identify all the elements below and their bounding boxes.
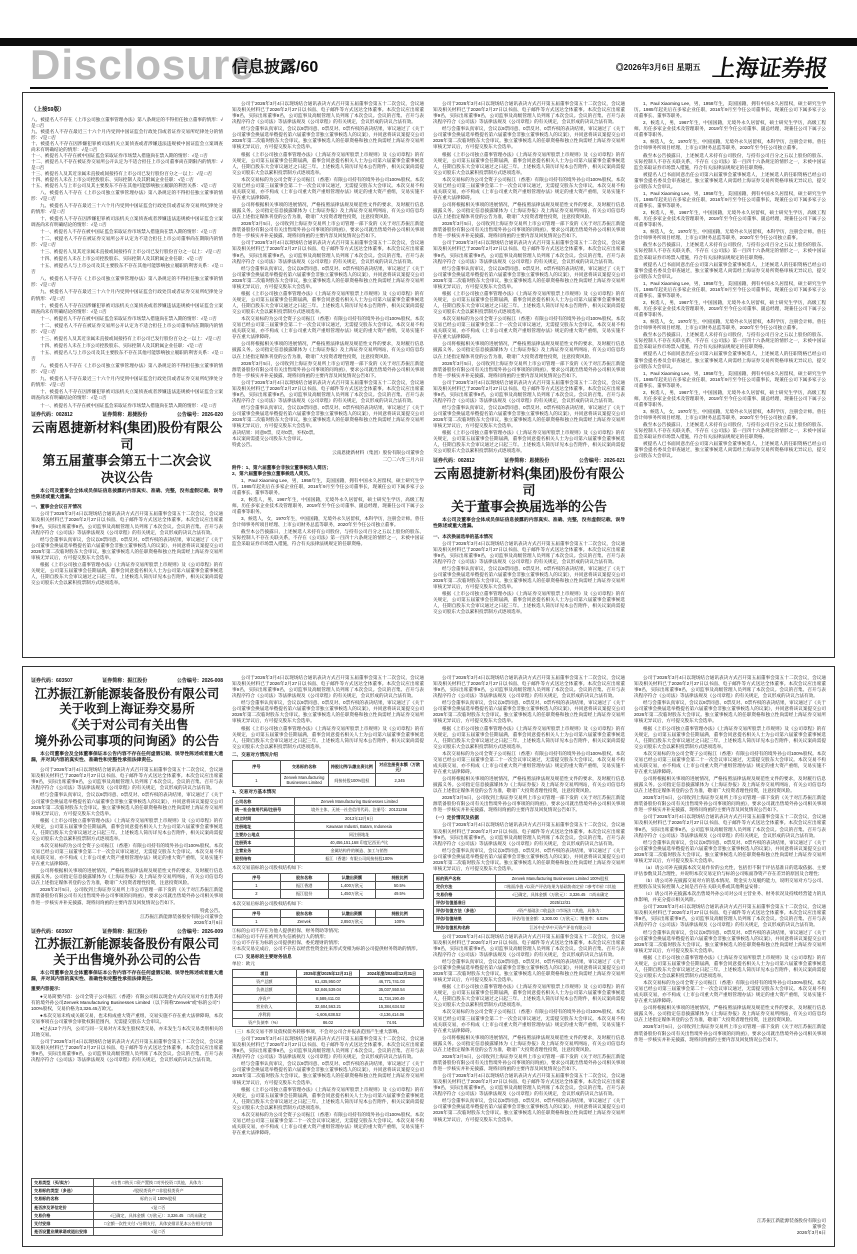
announcement1-title: 云南恩捷新材料(集团)股份有限公司 第五届董事会第五十二次会议 决议公告 <box>31 420 223 486</box>
announcement-section-bottom <box>22 666 835 1247</box>
bottom-col4-content <box>634 675 826 1216</box>
top-column-1 <box>31 101 223 649</box>
masthead-english: Disclosure <box>30 41 255 88</box>
stock-code-line <box>31 929 223 936</box>
stock-code-line <box>31 412 223 419</box>
announcement-number: 公告编号：2026-008 <box>176 678 223 684</box>
body-text-block: 公司于2026年3月4日以现场结合通讯表决方式召开第五届董事会第五十二次会议，会议通知及相关材料已于2026年2月27日以书面、电子邮件等方式送达全体董事。本次会议应出席董事9名，实际出席董事9名，公司监事及高级管理人员列席了本次会议。会议的召集、召开与表决程序符合《公司法》等法律法规及《公司章程》的有关规定，会议形成的决议合法有效。 经与会董事认真审议，会议以9票同意、0票反对、0票弃权的表决结果，审议通过了《关于公司董事会换届选举暨提名第六届董事会非独立董事候选人的议案》，并同意将该议案提交公司2026年第二次临时股东大会审议。独立董事候选人的任职资格和独立性尚需经上海证券交易所审核无异议后，方可提交股东大会选举。 根据《上市公司独立董事管理办法》《上海证券交易所股票上市规则》及《公司章程》的有关规定，公司第五届董事会任期届满，董事会同意提名相关人士为公司第六届董事会董事候选人，任期自股东大会审议通过之日起三年。上述候选人简历详见本公告附件，相关议案尚需提交公司股东大会以累积投票制方式逐项选举。 <box>433 540 625 615</box>
bullet-list: ●交易简要内容：公司全资子公司振江（香港）有限公司拟以现金方式向交易对方出售其持有的境外孙公司Zenvek Manufacturing Businesses Limited（以下简称“Zenvek”或“标的公司”）100%股权，交易价格为3,326.45万欧元。 ●本次交易未构成关联交易，也未构成重大资产重组，交易实施不存在重大法律障碍，本次交易事项在公司董事会审批权限范围内，无需提交股东大会审议。 ●过去12个月内，公司与同一交易对方未发生股权类交易，亦未发生与本次交易类别相关的其他交易。 <box>31 993 223 1037</box>
stock-abbr: 证券简称：振江股份 <box>102 928 148 935</box>
stock-code: 证券代码：603507 <box>31 928 73 935</box>
body-text-block: 公司于2026年3月4日以现场结合通讯表决方式召开第五届董事会第五十二次会议，会议通知及相关材料已于2026年2月27日以书面、电子邮件等方式送达全体董事。本次会议应出席董事9名，实际出席董事9名，公司监事及高级管理人员列席了本次会议。会议的召集、召开与表决程序符合《公司法》等法律法规及《公司章程》的有关规定，会议形成的决议合法有效。 经与会董事认真审议，会议以9票同意、0票反对、0票弃权的表决结果，审议通过了《关于公司董事会换届选举暨提名第六届董事会非独立董事候选人的议案》，并同意将该议案提交公司2026年第二次临时股东大会审议。独立董事候选人的任职资格和独立性尚需经上海证券交易所审核无异议后，方可提交股东大会选举。 根据《上市公司独立董事管理办法》《上海证券交易所股票上市规则》及《公司章程》的有关规定，公司第五届董事会任期届满，董事会同意提名相关人士为公司第六届董事会董事候选人，任期自股东大会审议通过之日起三年。上述候选人简历详见本公告附件，相关议案尚需提交公司股东大会以累积投票制方式逐项选举。 本次交易标的为公司全资子公司振江（香港）有限公司持有的境外孙公司100%股权。本次交易已经公司第三届董事会第二十一次会议审议通过，无需提交股东大会审议。本次交易不构成关联交易，亦不构成《上市公司重大资产重组管理办法》规定的重大资产重组，交易实施不存在重大法律障碍。 公司将根据相关事项的进展情况，严格按照法律法规及规范性文件的要求，及时履行信息披露义务。公司指定信息披露媒体为《上海证券报》及上海证券交易所网站，有关公司信息均以在上述指定媒体刊登的公告为准，敬请广大投资者理性投资，注意投资风险。 2026年3月5日，公司收到上海证券交易所上市公司管理一部下发的《关于对江苏振江新能源装备股份有限公司有关出售境外孙公司事项的问询函》，要求公司就出售境外孙公司相关事项作进一步核实并补充披露，现将问询函的主要内容及回复情况公告如下。 公司于2026年3月4日以现场结合通讯表决方式召开第五届董事会第五十二次会议，会议通知及相关材料已于2026年2月27日以书面、电子邮件等方式送达全体董事。本次会议应出席董事9名，实际出席董事9名，公司监事及高级管理人员列席了本次会议。会议的召集、召开与表决程序符合《公司法》等法律法规及《公司章程》的有关规定，会议形成的决议合法有效。 经与会董事认真审议，会议以9票同意、0票反对、0票弃权的表决结果，审议通过了《关于公司董事会换届选举暨提名第六届董事会非独立董事候选人的议案》，并同意将该议案提交公司2026年第二次临时股东大会审议。独立董事候选人的任职资格和独立性尚需经上海证券交易所审核无异议后，方可提交股东大会选举。 <box>634 675 826 863</box>
body-text-block: 公司于2026年3月4日以现场结合通讯表决方式召开第五届董事会第五十二次会议，会议通知及相关材料已于2026年2月27日以书面、电子邮件等方式送达全体董事。本次会议应出席董事9名，实际出席董事9名，公司监事及高级管理人员列席了本次会议。会议的召集、召开与表决程序符合《公司法》等法律法规及《公司章程》的有关规定，会议形成的决议合法有效。 经与会董事认真审议，会议以9票同意、0票反对、0票弃权的表决结果，审议通过了《关于公司董事会换届选举暨提名第六届董事会非独立董事候选人的议案》，并同意将该议案提交公司2026年第二次临时股东大会审议。独立董事候选人的任职资格和独立性尚需经上海证券交易所审核无异议后，方可提交股东大会选举。 <box>433 822 625 871</box>
section-heading: 一、本次换届选举的基本情况 <box>433 533 493 539</box>
body-text-block: 公司于2026年3月4日以现场结合通讯表决方式召开第五届董事会第五十二次会议，会议通知及相关材料已于2026年2月27日以书面、电子邮件等方式送达全体董事。本次会议应出席董事9名，实际出席董事9名，公司监事及高级管理人员列席了本次会议。会议的召集、召开与表决程序符合《公司法》等法律法规及《公司章程》的有关规定，会议形成的决议合法有效。 经与会董事认真审议，会议以9票同意、0票反对、0票弃权的表决结果，审议通过了《关于公司董事会换届选举暨提名第六届董事会非独立董事候选人的议案》，并同意将该议案提交公司2026年第二次临时股东大会审议。独立董事候选人的任职资格和独立性尚需经上海证券交易所审核无异议后，方可提交股东大会选举。 根据《上市公司独立董事管理办法》《上海证券交易所股票上市规则》及《公司章程》的有关规定，公司第五届董事会任期届满，董事会同意提名相关人士为公司第六届董事会董事候选人，任期自股东大会审议通过之日起三年。上述候选人简历详见本公告附件，相关议案尚需提交公司股东大会以累积投票制方式逐项选举。 本次交易标的为公司全资子公司振江（香港）有限公司持有的境外孙公司100%股权。本次交易已经公司第三届董事会第二十一次会议审议通过，无需提交股东大会审议。本次交易不构成关联交易，亦不构成《上市公司重大资产重组管理办法》规定的重大资产重组，交易实施不存在重大法律障碍。 <box>232 1036 424 1135</box>
announcement-section-top <box>22 92 835 658</box>
body-text-block: 公司于2026年3月4日以现场结合通讯表决方式召开第五届董事会第五十二次会议，会议通知及相关材料已于2026年2月27日以书面、电子邮件等方式送达全体董事。本次会议应出席董事9名，实际出席董事9名，公司监事及高级管理人员列席了本次会议。会议的召集、召开与表决程序符合《公司法》等法律法规及《公司章程》的有关规定，会议形成的决议合法有效。 经与会董事认真审议，会议以9票同意、0票反对、0票弃权的表决结果，审议通过了《关于公司董事会换届选举暨提名第六届董事会非独立董事候选人的议案》，并同意将该议案提交公司2026年第二次临时股东大会审议。独立董事候选人的任职资格和独立性尚需经上海证券交易所审核无异议后，方可提交股东大会选举。 根据《上市公司独立董事管理办法》《上海证券交易所股票上市规则》及《公司章程》的有关规定，公司第五届董事会任期届满，董事会同意提名相关人士为公司第六届董事会董事候选人，任期自股东大会审议通过之日起三年。上述候选人简历详见本公告附件，相关议案尚需提交公司股东大会以累积投票制方式逐项选举。 本次交易标的为公司全资子公司振江（香港）有限公司持有的境外孙公司100%股权。本次交易已经公司第三届董事会第二十一次会议审议通过，无需提交股东大会审议。本次交易不构成关联交易，亦不构成《上市公司重大资产重组管理办法》规定的重大资产重组，交易实施不存在重大法律障碍。 公司将根据相关事项的进展情况，严格按照法律法规及规范性文件的要求，及时履行信息披露义务。公司指定信息披露媒体为《上海证券报》及上海证券交易所网站，有关公司信息均以在上述指定媒体刊登的公告为准，敬请广大投资者理性投资，注意投资风险。 2026年3月5日，公司收到上海证券交易所上市公司管理一部下发的《关于对江苏振江新能源装备股份有限公司有关出售境外孙公司事项的问询函》，要求公司就出售境外孙公司相关事项作进一步核实并补充披露，现将问询函的主要内容及回复情况公告如下。 <box>634 904 826 1042</box>
stock-code: 证券代码：603507 <box>31 678 73 684</box>
body-text-block: 公司于2026年3月4日以现场结合通讯表决方式召开第五届董事会第五十二次会议，会议通知及相关材料已于2026年2月27日以书面、电子邮件等方式送达全体董事。本次会议应出席董事9名，实际出席董事9名，公司监事及高级管理人员列席了本次会议。会议的召集、召开与表决程序符合《公司法》等法律法规及《公司章程》的有关规定，会议形成的决议合法有效。 经与会董事认真审议，会议以9票同意、0票反对、0票弃权的表决结果，审议通过了《关于公司董事会换届选举暨提名第六届董事会非独立董事候选人的议案》，并同意将该议案提交公司2026年第二次临时股东大会审议。独立董事候选人的任职资格和独立性尚需经上海证券交易所审核无异议后，方可提交股东大会选举。 根据《上市公司独立董事管理办法》《上海证券交易所股票上市规则》及《公司章程》的有关规定，公司第五届董事会任期届满，董事会同意提名相关人士为公司第六届董事会董事候选人，任期自股东大会审议通过之日起三年。上述候选人简历详见本公告附件，相关议案尚需提交公司股东大会以累积投票制方式逐项选举。 本次交易标的为公司全资子公司振江（香港）有限公司持有的境外孙公司100%股权。本次交易已经公司第三届董事会第二十一次会议审议通过，无需提交股东大会审议。本次交易不构成关联交易，亦不构成《上市公司重大资产重组管理办法》规定的重大资产重组，交易实施不存在重大法律障碍。 公司将根据相关事项的进展情况，严格按照法律法规及规范性文件的要求，及时履行信息披露义务。公司指定信息披露媒体为《上海证券报》及上海证券交易所网站，有关公司信息均以在上述指定媒体刊登的公告为准，敬请广大投资者理性投资，注意投资风险。 2026年3月5日，公司收到上海证券交易所上市公司管理一部下发的《关于对江苏振江新能源装备股份有限公司有关出售境外孙公司事项的问询函》，要求公司就出售境外孙公司相关事项作进一步核实并补充披露，现将问询函的主要内容及回复情况公告如下。 公司于2026年3月4日以现场结合通讯表决方式召开第五届董事会第五十二次会议，会议通知及相关材料已于2026年2月27日以书面、电子邮件等方式送达全体董事。本次会议应出席董事9名，实际出席董事9名，公司监事及高级管理人员列席了本次会议。会议的召集、召开与表决程序符合《公司法》等法律法规及《公司章程》的有关规定，会议形成的决议合法有效。 经与会董事认真审议，会议以9票同意、0票反对、0票弃权的表决结果，审议通过了《关于公司董事会换届选举暨提名第六届董事会非独立董事候选人的议案》，并同意将该议案提交公司2026年第二次临时股东大会审议。独立董事候选人的任职资格和独立性尚需经上海证券交易所审核无异议后，方可提交股东大会选举。 根据《上市公司独立董事管理办法》《上海证券交易所股票上市规则》及《公司章程》的有关规定，公司第五届董事会任期届满，董事会同意提名相关人士为公司第六届董事会董事候选人，任期自股东大会审议通过之日起三年。上述候选人简历详见本公告附件，相关议案尚需提交公司股东大会以累积投票制方式逐项选举。 本次交易标的为公司全资子公司振江（香港）有限公司持有的境外孙公司100%股权。本次交易已经公司第三届董事会第二十一次会议审议通过，无需提交股东大会审议。本次交易不构成关联交易，亦不构成《上市公司重大资产重组管理办法》规定的重大资产重组，交易实施不存在重大法律障碍。 公司将根据相关事项的进展情况，严格按照法律法规及规范性文件的要求，及时履行信息披露义务。公司指定信息披露媒体为《上海证券报》及上海证券交易所网站，有关公司信息均以在上述指定媒体刊登的公告为准，敬请广大投资者理性投资，注意投资风险。 2026年3月5日，公司收到上海证券交易所上市公司管理一部下发的《关于对江苏振江新能源装备股份有限公司有关出售境外孙公司事项的问询函》，要求公司就出售境外孙公司相关事项作进一步核实并补充披露，现将问询函的主要内容及回复情况公告如下。 公司于2026年3月4日以现场结合通讯表决方式召开第五届董事会第五十二次会议，会议通知及相关材料已于2026年2月27日以书面、电子邮件等方式送达全体董事。本次会议应出席董事9名，实际出席董事9名，公司监事及高级管理人员列席了本次会议。会议的召集、召开与表决程序符合《公司法》等法律法规及《公司章程》的有关规定，会议形成的决议合法有效。 经与会董事认真审议，会议以9票同意、0票反对、0票弃权的表决结果，审议通过了《关于公司董事会换届选举暨提名第六届董事会非独立董事候选人的议案》，并同意将该议案提交公司2026年第二次临时股东大会审议。独立董事候选人的任职资格和独立性尚需经上海证券交易所审核无异议后，方可提交股东大会选举。 根据《上市公司独立董事管理办法》《上海证券交易所股票上市规则》及《公司章程》的有关规定，公司第五届董事会任期届满，董事会同意提名相关人士为公司第六届董事会董事候选人，任期自股东大会审议通过之日起三年。上述候选人简历详见本公告附件，相关议案尚需提交公司股东大会以累积投票制方式逐项选举。 <box>433 101 625 454</box>
bottom-col1-content <box>31 675 223 1176</box>
inquiry-question-list: （a）请公司补充披露本次交易作价的公允性，包括但不限于评估基准日的选取依据、主要评估参数及其合理性，并说明本次交易定价与标的公司账面净资产存在差异的原因及合理性； （b）请公司补充披露交易对方的基本情况、资金实力及履约能力，说明交易对方与公司、控股股东及实际控制人之间是否存在关联关系或其他利益安排； （c）请公司补充披露本次出售境外孙公司对公司主营业务、财务状况及持续经营能力的具体影响，并充分提示相关风险。 <box>634 864 826 903</box>
company-info-table: 公司名称 Zenvek Manufacturing Businesses Limited 统一社会信用代码/注册号 境外主体，无统一社会信用代码，注册号：20131258 成立时间 2013年12月6日 注册地址 Kawasan Industri, Batam, Indonesia 主要办公地点 同注册地址 注册资本 40,456,151,168 印度尼西亚卢比 主营业务 金属结构件的制造、加工与销售 股权结构 振江（香港）有限公司间接持股100% <box>232 797 424 863</box>
disclaimer: 本公司及董事会全体成员保证信息披露的内容真实、准确、完整，没有虚假记载、误导性陈述或重大遗漏。 <box>31 488 223 500</box>
header-right <box>616 50 828 83</box>
bottom-column-2 <box>232 675 424 1238</box>
stock-abbr: 证券简称：恩捷股份 <box>504 457 550 464</box>
announcement-number: 公告编号：2026-009 <box>176 928 223 935</box>
disclaimer: 本公司董事会及全体董事保证本公告内容不存在任何虚假记载、误导性陈述或者重大遗漏，并对其内容的真实性、准确性和完整性承担法律责任。 <box>31 970 223 983</box>
resume-text-block: 1、Paul Xiaoming Lee，男，1958年生，美国国籍，拥有中国永久居留权，硕士研究生学历。1985年起先后在多家企业任职，2016年9月至今任公司董事长，现兼任公司下属多家子公司董事长、董事等职务。 2、候选人，男，1967年生，中国国籍，无境外永久居留权，硕士研究生学历，高级工程师。历任多家企业技术及管理职务，2019年至今任公司董事、副总经理，现兼任公司下属子公司董事等职务。 3、候选人，女，1970年生，中国国籍，无境外永久居留权，本科学历，注册会计师。曾任会计师事务所项目经理、上市公司财务总监等职务，2020年至今任公司独立董事。 截至本公告披露日，上述候选人未持有公司股份，与持有公司百分之五以上股份的股东、实际控制人不存在关联关系，不存在《公司法》第一百四十六条规定的情形之一，未被中国证监会采取证券市场禁入措施，符合有关法律法规规定的任职资格。 被提名人已书面同意出任公司第六届董事会董事候选人，上述候选人的任职资格已经公司董事会提名委员会审查通过，独立董事候选人尚需经上海证券交易所资格审核无异议后，提交公司股东大会审议。 1、Paul Xiaoming Lee，男，1958年生，美国国籍，拥有中国永久居留权，硕士研究生学历。1985年起先后在多家企业任职，2016年9月至今任公司董事长，现兼任公司下属多家子公司董事长、董事等职务。 2、候选人，男，1967年生，中国国籍，无境外永久居留权，硕士研究生学历，高级工程师。历任多家企业技术及管理职务，2019年至今任公司董事、副总经理，现兼任公司下属子公司董事等职务。 3、候选人，女，1970年生，中国国籍，无境外永久居留权，本科学历，注册会计师。曾任会计师事务所项目经理、上市公司财务总监等职务，2020年至今任公司独立董事。 截至本公告披露日，上述候选人未持有公司股份，与持有公司百分之五以上股份的股东、实际控制人不存在关联关系，不存在《公司法》第一百四十六条规定的情形之一，未被中国证监会采取证券市场禁入措施，符合有关法律法规规定的任职资格。 被提名人已书面同意出任公司第六届董事会董事候选人，上述候选人的任职资格已经公司董事会提名委员会审查通过，独立董事候选人尚需经上海证券交易所资格审核无异议后，提交公司股东大会审议。 1、Paul Xiaoming Lee，男，1958年生，美国国籍，拥有中国永久居留权，硕士研究生学历。1985年起先后在多家企业任职，2016年9月至今任公司董事长，现兼任公司下属多家子公司董事长、董事等职务。 2、候选人，男，1967年生，中国国籍，无境外永久居留权，硕士研究生学历，高级工程师。历任多家企业技术及管理职务，2019年至今任公司董事、副总经理，现兼任公司下属子公司董事等职务。 3、候选人，女，1970年生，中国国籍，无境外永久居留权，本科学历，注册会计师。曾任会计师事务所项目经理、上市公司财务总监等职务，2020年至今任公司独立董事。 截至本公告披露日，上述候选人未持有公司股份，与持有公司百分之五以上股份的股东、实际控制人不存在关联关系，不存在《公司法》第一百四十六条规定的情形之一，未被中国证监会采取证券市场禁入措施，符合有关法律法规规定的任职资格。 被提名人已书面同意出任公司第六届董事会董事候选人，上述候选人的任职资格已经公司董事会提名委员会审查通过，独立董事候选人尚需经上海证券交易所资格审核无异议后，提交公司股东大会审议。 1、Paul Xiaoming Lee，男，1958年生，美国国籍，拥有中国永久居留权，硕士研究生学历。1985年起先后在多家企业任职，2016年9月至今任公司董事长，现兼任公司下属多家子公司董事长、董事等职务。 2、候选人，男，1967年生，中国国籍，无境外永久居留权，硕士研究生学历，高级工程师。历任多家企业技术及管理职务，2019年至今任公司董事、副总经理，现兼任公司下属子公司董事等职务。 3、候选人，女，1970年生，中国国籍，无境外永久居留权，本科学历，注册会计师。曾任会计师事务所项目经理、上市公司财务总监等职务，2020年至今任公司独立董事。 截至本公告披露日，上述候选人未持有公司股份，与持有公司百分之五以上股份的股东、实际控制人不存在关联关系，不存在《公司法》第一百四十六条规定的情形之一，未被中国证监会采取证券市场禁入措施，符合有关法律法规规定的任职资格。 被提名人已书面同意出任公司第六届董事会董事候选人，上述候选人的任职资格已经公司董事会提名委员会审查通过，独立董事候选人尚需经上海证券交易所资格审核无异议后，提交公司股东大会审议。 <box>634 101 826 459</box>
holders-after-table: 序号 股东名称 认缴出资额 持股比例 1 Zenvek 2,850万欧元 100% <box>232 909 424 926</box>
body-text-block: 公司于2026年3月4日以现场结合通讯表决方式召开第五届董事会第五十二次会议，会议通知及相关材料已于2026年2月27日以书面、电子邮件等方式送达全体董事。本次会议应出席董事9名，实际出席董事9名，公司监事及高级管理人员列席了本次会议。会议的召集、召开与表决程序符合《公司法》等法律法规及《公司章程》的有关规定，会议形成的决议合法有效。 <box>31 1038 223 1063</box>
page-header <box>30 41 830 88</box>
announcement4-header <box>31 929 223 969</box>
section-heading: 一、董事会会议召开情况 <box>31 504 82 510</box>
attachment-heading: 附件：1、第六届董事会非独立董事候选人简历； 2、第六届董事会独立董事候选人简历。 <box>232 464 332 476</box>
stock-abbr: 证券简称：振江股份 <box>102 678 148 684</box>
final-signature-block: 江苏振江新能源装备股份有限公司 董事会 2026年3月6日 <box>757 1217 826 1235</box>
party-subheading: 1、交易对方基本情况 <box>232 789 276 795</box>
stock-code: 证券代码：002812 <box>31 411 73 418</box>
holders-before-table: 序号 股东名称 认缴出资额 持股比例 1 振江香港 1,400万欧元 50.5% 2 振江股份 1,450万欧元 49.5% <box>232 873 424 898</box>
bottom-column-4 <box>634 675 826 1238</box>
top-column-2 <box>232 101 424 649</box>
announcement2-header <box>433 458 625 516</box>
resume-text-block: 1、Paul Xiaoming Lee，男，1958年生，美国国籍，拥有中国永久居留权，硕士研究生学历。1985年起先后在多家企业任职，2016年9月至今任公司董事长，现兼任公司下属多家子公司董事长、董事等职务。 2、候选人，男，1967年生，中国国籍，无境外永久居留权，硕士研究生学历，高级工程师。历任多家企业技术及管理职务，2019年至今任公司董事、副总经理，现兼任公司下属子公司董事等职务。 3、候选人，女，1970年生，中国国籍，无境外永久居留权，本科学历，注册会计师。曾任会计师事务所项目经理、上市公司财务总监等职务，2020年至今任公司独立董事。 截至本公告披露日，上述候选人未持有公司股份，与持有公司百分之五以上股份的股东、实际控制人不存在关联关系，不存在《公司法》第一百四十六条规定的情形之一，未被中国证监会采取证券市场禁入措施，符合有关法律法规规定的任职资格。 <box>232 477 424 547</box>
announcement3-title: 江苏振江新能源装备股份有限公司 关于收到上海证券交易所 《关于对公司有关出售 境外孙公司事项的问询函》的公告 <box>34 686 220 748</box>
holders-after-label: 本次交易后标的公司股权结构如下： <box>232 900 306 906</box>
disclaimer: 本公司及董事会全体成员保证信息披露的内容真实、准确、完整，没有虚假记载、误导性陈述或重大遗漏。 <box>433 517 625 530</box>
body-text-block: 公司于2026年3月4日以现场结合通讯表决方式召开第五届董事会第五十二次会议，会议通知及相关材料已于2026年2月27日以书面、电子邮件等方式送达全体董事。本次会议应出席董事9名，实际出席董事9名，公司监事及高级管理人员列席了本次会议。会议的召集、召开与表决程序符合《公司法》等法律法规及《公司章程》的有关规定，会议形成的决议合法有效。 经与会董事认真审议，会议以9票同意、0票反对、0票弃权的表决结果，审议通过了《关于公司董事会换届选举暨提名第六届董事会非独立董事候选人的议案》，并同意将该议案提交公司2026年第二次临时股东大会审议。独立董事候选人的任职资格和独立性尚需经上海证券交易所审核无异议后，方可提交股东大会选举。 根据《上市公司独立董事管理办法》《上海证券交易所股票上市规则》及《公司章程》的有关规定，公司第五届董事会任期届满，董事会同意提名相关人士为公司第六届董事会董事候选人，任期自股东大会审议通过之日起三年。上述候选人简历详见本公告附件，相关议案尚需提交公司股东大会以累积投票制方式逐项选举。 本次交易标的为公司全资子公司振江（香港）有限公司持有的境外孙公司100%股权。本次交易已经公司第三届董事会第二十一次会议审议通过，无需提交股东大会审议。本次交易不构成关联交易，亦不构成《上市公司重大资产重组管理办法》规定的重大资产重组，交易实施不存在重大法律障碍。 公司将根据相关事项的进展情况，严格按照法律法规及规范性文件的要求，及时履行信息披露义务。公司指定信息披露媒体为《上海证券报》及上海证券交易所网站，有关公司信息均以在上述指定媒体刊登的公告为准，敬请广大投资者理性投资，注意投资风险。 2026年3月5日，公司收到上海证券交易所上市公司管理一部下发的《关于对江苏振江新能源装备股份有限公司有关出售境外孙公司事项的问询函》，要求公司就出售境外孙公司相关事项作进一步核实并补充披露，现将问询函的主要内容及回复情况公告如下。 公司于2026年3月4日以现场结合通讯表决方式召开第五届董事会第五十二次会议，会议通知及相关材料已于2026年2月27日以书面、电子邮件等方式送达全体董事。本次会议应出席董事9名，实际出席董事9名，公司监事及高级管理人员列席了本次会议。会议的召集、召开与表决程序符合《公司法》等法律法规及《公司章程》的有关规定，会议形成的决议合法有效。 经与会董事认真审议，会议以9票同意、0票反对、0票弃权的表决结果，审议通过了《关于公司董事会换届选举暨提名第六届董事会非独立董事候选人的议案》，并同意将该议案提交公司2026年第二次临时股东大会审议。独立董事候选人的任职资格和独立性尚需经上海证券交易所审核无异议后，方可提交股东大会选举。 <box>433 933 625 1122</box>
checkbox-summary-table: 交易类型（买/卖方） √出售 □购买 □资产置换 □对外投资 □其他，具体为： 交易标的类型（多选） √股权类资产 □非股权类资产 交易标的名称 标的公司 100%股权 是否涉及评估定价 √是 □否 交易价格 √已确定，具体金额（万欧元）：3,326.45 □尚未确定 支付安排 □全额一次性支付 √分期支付，具体安排详见本公告相关内容 是否设置业绩承诺或退出安排 √是 □否 <box>31 1178 223 1236</box>
announcement2-title: 云南恩捷新材料(集团)股份有限公司 关于董事会换届选举的公告 <box>433 466 625 515</box>
pricing-heading: （一）定价情况及依据 <box>433 815 479 821</box>
top-column-4 <box>634 101 826 649</box>
announcement-number: 公告编号：2026-020 <box>176 411 223 418</box>
announcement1-header <box>31 412 223 487</box>
financials-heading: （二）交易标的主要财务信息 <box>232 954 292 960</box>
holders-before-label: 本次交易前标的公司股权结构如下： <box>232 865 306 871</box>
stock-code: 证券代码：002812 <box>433 457 475 464</box>
body-text-block: 公司于2026年3月4日以现场结合通讯表决方式召开第五届董事会第五十二次会议，会议通知及相关材料已于2026年2月27日以书面、电子邮件等方式送达全体董事。本次会议应出席董事9名，实际出席董事9名，公司监事及高级管理人员列席了本次会议。会议的召集、召开与表决程序符合《公司法》等法律法规及《公司章程》的有关规定，会议形成的决议合法有效。 经与会董事认真审议，会议以9票同意、0票反对、0票弃权的表决结果，审议通过了《关于公司董事会换届选举暨提名第六届董事会非独立董事候选人的议案》，并同意将该议案提交公司2026年第二次临时股东大会审议。独立董事候选人的任职资格和独立性尚需经上海证券交易所审核无异议后，方可提交股东大会选举。 根据《上市公司独立董事管理办法》《上海证券交易所股票上市规则》及《公司章程》的有关规定，公司第五届董事会任期届满，董事会同意提名相关人士为公司第六届董事会董事候选人，任期自股东大会审议通过之日起三年。上述候选人简历详见本公告附件，相关议案尚需提交公司股东大会以累积投票制方式逐项选举。 <box>31 511 223 586</box>
announcement3-header <box>31 678 223 750</box>
announcement4-title: 江苏振江新能源装备股份有限公司 关于出售境外孙公司的公告 <box>34 937 220 968</box>
body-text-block: 公司于2026年3月4日以现场结合通讯表决方式召开第五届董事会第五十二次会议，会议通知及相关材料已于2026年2月27日以书面、电子邮件等方式送达全体董事。本次会议应出席董事9名，实际出席董事9名，公司监事及高级管理人员列席了本次会议。会议的召集、召开与表决程序符合《公司法》等法律法规及《公司章程》的有关规定，会议形成的决议合法有效。 经与会董事认真审议，会议以9票同意、0票反对、0票弃权的表决结果，审议通过了《关于公司董事会换届选举暨提名第六届董事会非独立董事候选人的议案》，并同意将该议案提交公司2026年第二次临时股东大会审议。独立董事候选人的任职资格和独立性尚需经上海证券交易所审核无异议后，方可提交股东大会选举。 根据《上市公司独立董事管理办法》《上海证券交易所股票上市规则》及《公司章程》的有关规定，公司第五届董事会任期届满，董事会同意提名相关人士为公司第六届董事会董事候选人，任期自股东大会审议通过之日起三年。上述候选人简历详见本公告附件，相关议案尚需提交公司股东大会以累积投票制方式逐项选举。 <box>232 675 424 749</box>
section-label: 信息披露/60 <box>232 59 319 76</box>
issue-date: ◎2026年3月6日 星期五 <box>615 63 701 72</box>
financials-table: 项目 2025年度/2025年12月31日 2024年度/2024年12月31日 资产总额 61,435,950.07 46,771,741.03 负债总额 52,846,539.04 35,037,550.54 净资产 8,589,411.03 11,734,190.49 营业收入 32,604,563.21 15,384,634.52 净利润 -1,606,638.52 -3,136,414.06 资产负债率（%） 86.02 74.91 <box>232 969 424 1027</box>
bottom-column-1 <box>31 675 223 1238</box>
mid-signature-block: 特此公告。 江苏振江新能源装备股份有限公司董事会 2026年3月6日 <box>140 907 223 925</box>
important-hint-heading: 重要内容提示： <box>31 986 64 992</box>
signature-block: 云南恩捷新材料（集团）股份有限公司董事会 二〇二六年三月六日 <box>332 450 424 462</box>
transaction-targets-table: 序号 交易标的名称 持股比例/认缴出资比例 对应注册资本额（万欧元） 1 Zenvek Manufacturing Businesses Limited 间接持股100%股权 2,345 <box>232 760 424 787</box>
financials-note: （三）本次交易不涉及债权债务转移事项，不会对公司合并报表范围产生重大影响。 <box>232 1029 402 1034</box>
newspaper-logo: 上海证券报 <box>710 55 830 82</box>
checkbox-items-list: 八、被提名人不存在《上市公司独立董事管理办法》第八条规定的不得担任独立董事的情形：√是 □否 九、被提名人不存在最近三十六个月内受到中国证监会行政处罚或者证券交易所纪律处分的情形：√是 □否 十、被提名人不存在因涉嫌犯罪被司法机关立案侦查或者涉嫌违法违规被中国证监会立案调查尚未有明确结论的情形：√是 □否 十一、被提名人不存在被中国证监会采取证券市场禁入措施尚在禁入期的情形：√是 □否 十二、被提名人不存在被证券交易所公开认定为不适合担任上市公司董事尚在期限内的情形：√是 □否 十三、被提名人及其近亲属未直接或间接持有上市公司已发行股份百分之一以上：√是 □否 十四、被提名人未在上市公司控股股东、实际控制人及其附属企业任职：√是 □否 十五、被提名人与上市公司及其主要股东不存在其他可能影响独立履职的利害关系：√是 □否 <box>31 116 223 189</box>
bottom-column-3 <box>433 675 625 1238</box>
body-text-block: 公司于2026年3月4日以现场结合通讯表决方式召开第五届董事会第五十二次会议，会议通知及相关材料已于2026年2月27日以书面、电子邮件等方式送达全体董事。本次会议应出席董事9名，实际出席董事9名，公司监事及高级管理人员列席了本次会议。会议的召集、召开与表决程序符合《公司法》等法律法规及《公司章程》的有关规定，会议形成的决议合法有效。 经与会董事认真审议，会议以9票同意、0票反对、0票弃权的表决结果，审议通过了《关于公司董事会换届选举暨提名第六届董事会非独立董事候选人的议案》，并同意将该议案提交公司2026年第二次临时股东大会审议。独立董事候选人的任职资格和独立性尚需经上海证券交易所审核无异议后，方可提交股东大会选举。 根据《上市公司独立董事管理办法》《上海证券交易所股票上市规则》及《公司章程》的有关规定，公司第五届董事会任期届满，董事会同意提名相关人士为公司第六届董事会董事候选人，任期自股东大会审议通过之日起三年。上述候选人简历详见本公告附件，相关议案尚需提交公司股东大会以累积投票制方式逐项选举。 本次交易标的为公司全资子公司振江（香港）有限公司持有的境外孙公司100%股权。本次交易已经公司第三届董事会第二十一次会议审议通过，无需提交股东大会审议。本次交易不构成关联交易，亦不构成《上市公司重大资产重组管理办法》规定的重大资产重组，交易实施不存在重大法律障碍。 公司将根据相关事项的进展情况，严格按照法律法规及规范性文件的要求，及时履行信息披露义务。公司指定信息披露媒体为《上海证券报》及上海证券交易所网站，有关公司信息均以在上述指定媒体刊登的公告为准，敬请广大投资者理性投资，注意投资风险。 2026年3月5日，公司收到上海证券交易所上市公司管理一部下发的《关于对江苏振江新能源装备股份有限公司有关出售境外孙公司事项的问询函》，要求公司就出售境外孙公司相关事项作进一步核实并补充披露，现将问询函的主要内容及回复情况公告如下。 <box>433 675 625 813</box>
stock-code-line <box>433 458 625 465</box>
announcement-number: 公告编号：2026-021 <box>578 457 625 464</box>
stock-code-line <box>31 678 223 685</box>
continued-from-tag: （上接59版） <box>31 106 65 113</box>
circled-note-lines: ①标的公司不存在为他人提供担保、财务资助等情况； ②标的公司不存在被列为失信被执行人的情形； ③公司不存在为标的公司提供担保、委托理财的情形； ④本次交易完成后，公司不存在以经营性资金往来形式变相为标的公司提供财务资助的情形。 <box>232 927 421 952</box>
body-text-block: 公司于2026年3月4日以现场结合通讯表决方式召开第五届董事会第五十二次会议，会议通知及相关材料已于2026年2月27日以书面、电子邮件等方式送达全体董事。本次会议应出席董事9名，实际出席董事9名，公司监事及高级管理人员列席了本次会议。会议的召集、召开与表决程序符合《公司法》等法律法规及《公司章程》的有关规定，会议形成的决议合法有效。 经与会董事认真审议，会议以9票同意、0票反对、0票弃权的表决结果，审议通过了《关于公司董事会换届选举暨提名第六届董事会非独立董事候选人的议案》，并同意将该议案提交公司2026年第二次临时股东大会审议。独立董事候选人的任职资格和独立性尚需经上海证券交易所审核无异议后，方可提交股东大会选举。 根据《上市公司独立董事管理办法》《上海证券交易所股票上市规则》及《公司章程》的有关规定，公司第五届董事会任期届满，董事会同意提名相关人士为公司第六届董事会董事候选人，任期自股东大会审议通过之日起三年。上述候选人简历详见本公告附件，相关议案尚需提交公司股东大会以累积投票制方式逐项选举。 本次交易标的为公司全资子公司振江（香港）有限公司持有的境外孙公司100%股权。本次交易已经公司第三届董事会第二十一次会议审议通过，无需提交股东大会审议。本次交易不构成关联交易，亦不构成《上市公司重大资产重组管理办法》规定的重大资产重组，交易实施不存在重大法律障碍。 公司将根据相关事项的进展情况，严格按照法律法规及规范性文件的要求，及时履行信息披露义务。公司指定信息披露媒体为《上海证券报》及上海证券交易所网站，有关公司信息均以在上述指定媒体刊登的公告为准，敬请广大投资者理性投资，注意投资风险。 2026年3月5日，公司收到上海证券交易所上市公司管理一部下发的《关于对江苏振江新能源装备股份有限公司有关出售境外孙公司事项的问询函》，要求公司就出售境外孙公司相关事项作进一步核实并补充披露，现将问询函的主要内容及回复情况公告如下。 公司于2026年3月4日以现场结合通讯表决方式召开第五届董事会第五十二次会议，会议通知及相关材料已于2026年2月27日以书面、电子邮件等方式送达全体董事。本次会议应出席董事9名，实际出席董事9名，公司监事及高级管理人员列席了本次会议。会议的召集、召开与表决程序符合《公司法》等法律法规及《公司章程》的有关规定，会议形成的决议合法有效。 经与会董事认真审议，会议以9票同意、0票反对、0票弃权的表决结果，审议通过了《关于公司董事会换届选举暨提名第六届董事会非独立董事候选人的议案》，并同意将该议案提交公司2026年第二次临时股东大会审议。独立董事候选人的任职资格和独立性尚需经上海证券交易所审核无异议后，方可提交股东大会选举。 根据《上市公司独立董事管理办法》《上海证券交易所股票上市规则》及《公司章程》的有关规定，公司第五届董事会任期届满，董事会同意提名相关人士为公司第六届董事会董事候选人，任期自股东大会审议通过之日起三年。上述候选人简历详见本公告附件，相关议案尚需提交公司股东大会以累积投票制方式逐项选举。 本次交易标的为公司全资子公司振江（香港）有限公司持有的境外孙公司100%股权。本次交易已经公司第三届董事会第二十一次会议审议通过，无需提交股东大会审议。本次交易不构成关联交易，亦不构成《上市公司重大资产重组管理办法》规定的重大资产重组，交易实施不存在重大法律障碍。 公司将根据相关事项的进展情况，严格按照法律法规及规范性文件的要求，及时履行信息披露义务。公司指定信息披露媒体为《上海证券报》及上海证券交易所网站，有关公司信息均以在上述指定媒体刊登的公告为准，敬请广大投资者理性投资，注意投资风险。 2026年3月5日，公司收到上海证券交易所上市公司管理一部下发的《关于对江苏振江新能源装备股份有限公司有关出售境外孙公司事项的问询函》，要求公司就出售境外孙公司相关事项作进一步核实并补充披露，现将问询函的主要内容及回复情况公告如下。 公司于2026年3月4日以现场结合通讯表决方式召开第五届董事会第五十二次会议，会议通知及相关材料已于2026年2月27日以书面、电子邮件等方式送达全体董事。本次会议应出席董事9名，实际出席董事9名，公司监事及高级管理人员列席了本次会议。会议的召集、召开与表决程序符合《公司法》等法律法规及《公司章程》的有关规定，会议形成的决议合法有效。 经与会董事认真审议，会议以9票同意、0票反对、0票弃权的表决结果，审议通过了《关于公司董事会换届选举暨提名第六届董事会非独立董事候选人的议案》，并同意将该议案提交公司2026年第二次临时股东大会审议。独立董事候选人的任职资格和独立性尚需经上海证券交易所审核无异议后，方可提交股东大会选举。 <box>232 101 424 429</box>
top-column-3 <box>433 101 625 649</box>
header-rule <box>30 87 828 89</box>
disclaimer: 本公司董事会及全体董事保证本公告内容不存在任何虚假记载、误导性陈述或者重大遗漏，并对其内容的真实性、准确性和完整性承担法律责任。 <box>31 751 223 763</box>
pricing-table: 标的资产名称 Zenvek Manufacturing Businesses Limited 100%股权 定价方法 □账面净值 √以资产评估结果为基础协商定价 □参考市价 □其他 交易价格 √已确定，具体金额（万欧元）：3,326.45 □尚未确定 评估/估值基准日 2025/12/31 评估/估值方法（多选） √资产基础法 □收益法 □市场法 □其他，具体为： 评估/估值结果 评估/估值金额：3,300.00（万欧元）；增值率：6.02% 评估/估值机构名称 江苏中企华中天资产评估有限公司 <box>433 874 625 932</box>
unit-label: 单位：欧元 <box>232 961 255 967</box>
stock-abbr: 证券简称：恩捷股份 <box>102 411 148 418</box>
resolution-lines: 表决结果：同意9票，反对0票，弃权0票。 本议案尚需提交公司股东大会审议。 特此公告。 <box>232 430 318 448</box>
body-text-block: 公司于2026年3月4日以现场结合通讯表决方式召开第五届董事会第五十二次会议，会议通知及相关材料已于2026年2月27日以书面、电子邮件等方式送达全体董事。本次会议应出席董事9名，实际出席董事9名，公司监事及高级管理人员列席了本次会议。会议的召集、召开与表决程序符合《公司法》等法律法规及《公司章程》的有关规定，会议形成的决议合法有效。 经与会董事认真审议，会议以9票同意、0票反对、0票弃权的表决结果，审议通过了《关于公司董事会换届选举暨提名第六届董事会非独立董事候选人的议案》，并同意将该议案提交公司2026年第二次临时股东大会审议。独立董事候选人的任职资格和独立性尚需经上海证券交易所审核无异议后，方可提交股东大会选举。 根据《上市公司独立董事管理办法》《上海证券交易所股票上市规则》及《公司章程》的有关规定，公司第五届董事会任期届满，董事会同意提名相关人士为公司第六届董事会董事候选人，任期自股东大会审议通过之日起三年。上述候选人简历详见本公告附件，相关议案尚需提交公司股东大会以累积投票制方式逐项选举。 本次交易标的为公司全资子公司振江（香港）有限公司持有的境外孙公司100%股权。本次交易已经公司第三届董事会第二十一次会议审议通过，无需提交股东大会审议。本次交易不构成关联交易，亦不构成《上市公司重大资产重组管理办法》规定的重大资产重组，交易实施不存在重大法律障碍。 公司将根据相关事项的进展情况，严格按照法律法规及规范性文件的要求，及时履行信息披露义务。公司指定信息披露媒体为《上海证券报》及上海证券交易所网站，有关公司信息均以在上述指定媒体刊登的公告为准，敬请广大投资者理性投资，注意投资风险。 2026年3月5日，公司收到上海证券交易所上市公司管理一部下发的《关于对江苏振江新能源装备股份有限公司有关出售境外孙公司事项的问询函》，要求公司就出售境外孙公司相关事项作进一步核实并补充披露，现将问询函的主要内容及回复情况公告如下。 <box>31 767 223 905</box>
checkbox-items-continued: 八、被提名人不存在《上市公司独立董事管理办法》第八条规定的不得担任独立董事的情形：√是 □否 九、被提名人不存在最近三十六个月内受到中国证监会行政处罚或者证券交易所纪律处分的情形：√是 □否 十、被提名人不存在因涉嫌犯罪被司法机关立案侦查或者涉嫌违法违规被中国证监会立案调查尚未有明确结论的情形：√是 □否 十一、被提名人不存在被中国证监会采取证券市场禁入措施尚在禁入期的情形：√是 □否 十二、被提名人不存在被证券交易所公开认定为不适合担任上市公司董事尚在期限内的情形：√是 □否 十三、被提名人及其近亲属未直接或间接持有上市公司已发行股份百分之一以上：√是 □否 十四、被提名人未在上市公司控股股东、实际控制人及其附属企业任职：√是 □否 十五、被提名人与上市公司及其主要股东不存在其他可能影响独立履职的利害关系：√是 □否 八、被提名人不存在《上市公司独立董事管理办法》第八条规定的不得担任独立董事的情形：√是 □否 九、被提名人不存在最近三十六个月内受到中国证监会行政处罚或者证券交易所纪律处分的情形：√是 □否 十、被提名人不存在因涉嫌犯罪被司法机关立案侦查或者涉嫌违法违规被中国证监会立案调查尚未有明确结论的情形：√是 □否 十一、被提名人不存在被中国证监会采取证券市场禁入措施尚在禁入期的情形：√是 □否 十二、被提名人不存在被证券交易所公开认定为不适合担任上市公司董事尚在期限内的情形：√是 □否 十三、被提名人及其近亲属未直接或间接持有上市公司已发行股份百分之一以上：√是 □否 十四、被提名人未在上市公司控股股东、实际控制人及其附属企业任职：√是 □否 十五、被提名人与上市公司及其主要股东不存在其他可能影响独立履职的利害关系：√是 □否 八、被提名人不存在《上市公司独立董事管理办法》第八条规定的不得担任独立董事的情形：√是 □否 九、被提名人不存在最近三十六个月内受到中国证监会行政处罚或者证券交易所纪律处分的情形：√是 □否 十、被提名人不存在因涉嫌犯罪被司法机关立案侦查或者涉嫌违法违规被中国证监会立案调查尚未有明确结论的情形：√是 □否 十一、被提名人不存在被中国证监会采取证券市场禁入措施尚在禁入期的情形：√是 □否 <box>31 189 223 408</box>
counterparty-heading: 二、交易对方情况介绍 <box>232 751 278 757</box>
